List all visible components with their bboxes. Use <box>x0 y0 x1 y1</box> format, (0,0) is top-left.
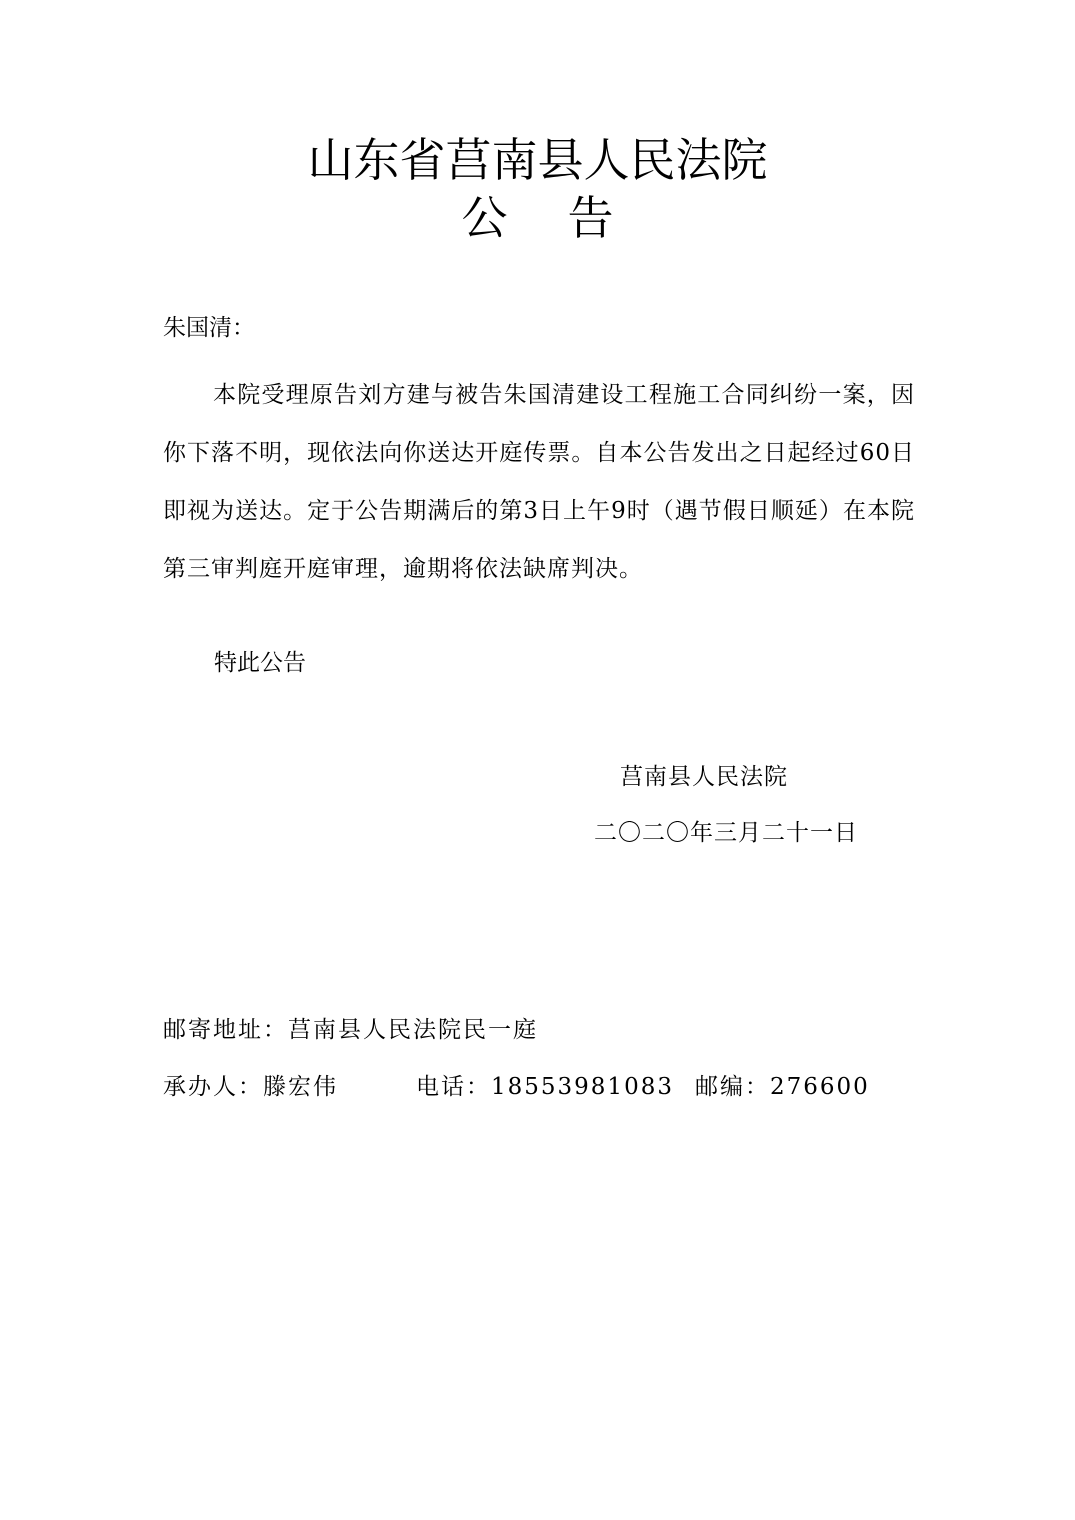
document-type-title: 公告 <box>461 191 674 245</box>
notice-body-paragraph: 本院受理原告刘方建与被告朱国清建设工程施工合同纠纷一案，因你下落不明，现依法向你送达开庭传票。自本公告发出之日起经过60日即视为送达。定于公告期满后的第3日上午9时（遇节假日顺延）在本院第三审判庭开庭审理，逾期将依法缺席判决。 <box>163 382 915 582</box>
case-handler: 承办人：滕宏伟 <box>163 1074 338 1100</box>
signature-date: 二〇二〇年三月二十一日 <box>594 820 858 846</box>
mailing-address: 邮寄地址：莒南县人民法院民一庭 <box>163 1017 538 1043</box>
contact-line <box>163 1072 870 1102</box>
closing-phrase: 特此公告 <box>214 650 306 676</box>
phone-number: 电话：18553981083 <box>416 1074 674 1100</box>
postal-code: 邮编：276600 <box>695 1074 870 1100</box>
signature-court: 莒南县人民法院 <box>620 764 788 790</box>
addressee: 朱国清： <box>163 315 255 341</box>
court-name-title: 山东省莒南县人民法院 <box>307 133 768 187</box>
